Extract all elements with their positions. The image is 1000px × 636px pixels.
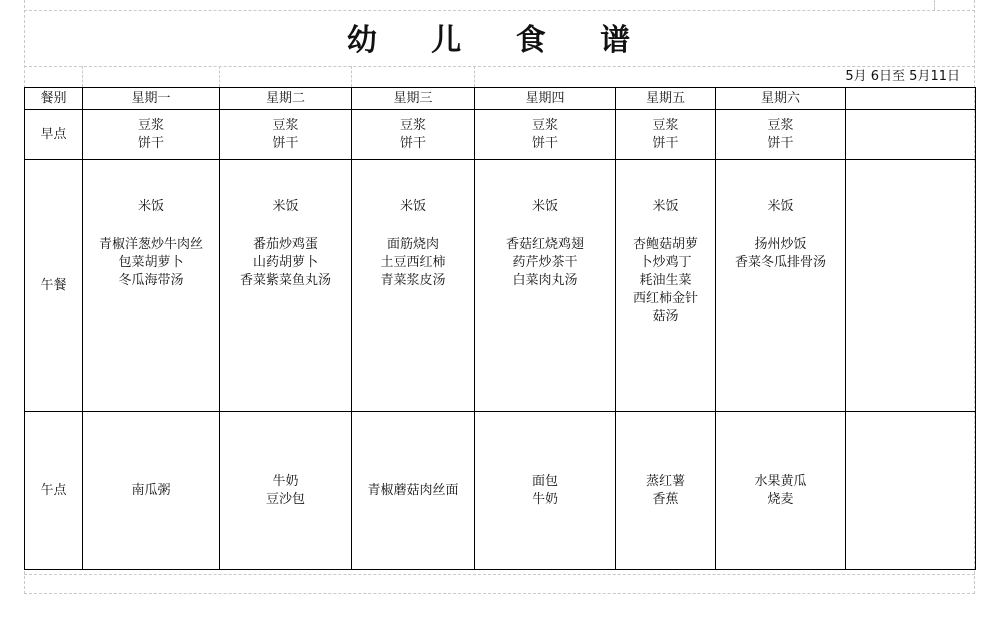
menu-item: 冬瓜海带汤 bbox=[118, 273, 184, 288]
snack-cell bbox=[352, 412, 475, 570]
menu-item: 香菜紫菜鱼丸汤 bbox=[239, 273, 331, 288]
snack-cell bbox=[716, 412, 846, 570]
menu-item: 豆浆 bbox=[531, 117, 558, 133]
menu-item: 青椒蘑菇肉丝面 bbox=[367, 482, 459, 498]
menu-item-staple: 米饭 bbox=[399, 199, 426, 214]
menu-item: 西红柿金针 bbox=[632, 291, 698, 306]
sheet-gridline bbox=[24, 574, 975, 575]
menu-item: 水果黄瓜 bbox=[754, 473, 807, 489]
header-row bbox=[25, 88, 976, 110]
lunch-cell bbox=[352, 160, 475, 412]
breakfast-row bbox=[25, 110, 976, 160]
menu-item: 饼干 bbox=[767, 135, 794, 151]
menu-item: 豆浆 bbox=[399, 117, 426, 133]
menu-item-staple: 米饭 bbox=[272, 199, 299, 214]
breakfast-cell bbox=[83, 110, 220, 160]
row-label-lunch: 午餐 bbox=[25, 160, 83, 412]
menu-item-staple: 米饭 bbox=[531, 199, 558, 214]
lunch-cell bbox=[616, 160, 716, 412]
breakfast-cell bbox=[220, 110, 352, 160]
header-cell-monday: 星期一 bbox=[83, 88, 220, 110]
menu-item: 牛奶 bbox=[272, 473, 299, 489]
sheet-gridline bbox=[24, 66, 975, 67]
menu-item: 番茄炒鸡蛋 bbox=[252, 237, 318, 252]
menu-item: 南瓜粥 bbox=[131, 482, 171, 498]
header-cell-friday: 星期五 bbox=[616, 88, 716, 110]
menu-item-staple: 米饭 bbox=[652, 199, 679, 214]
breakfast-cell bbox=[616, 110, 716, 160]
header-cell-saturday: 星期六 bbox=[716, 88, 846, 110]
header-cell-thursday: 星期四 bbox=[475, 88, 616, 110]
menu-table bbox=[24, 87, 976, 570]
menu-item: 蒸红薯 bbox=[645, 473, 685, 489]
menu-item: 杏鲍菇胡萝 bbox=[632, 237, 698, 252]
menu-item: 药芹炒茶干 bbox=[512, 255, 578, 270]
menu-item: 豆浆 bbox=[137, 117, 164, 133]
lunch-row bbox=[25, 160, 976, 412]
page-title: 幼 儿 食 谱 bbox=[346, 23, 653, 58]
menu-item: 香菜冬瓜排骨汤 bbox=[734, 255, 826, 270]
snack-cell bbox=[220, 412, 352, 570]
sheet-gridline bbox=[82, 66, 83, 87]
menu-item: 豆浆 bbox=[272, 117, 299, 133]
menu-item: 包菜胡萝卜 bbox=[118, 255, 184, 270]
menu-item: 耗油生菜 bbox=[639, 273, 692, 288]
menu-item: 豆沙包 bbox=[265, 491, 305, 507]
menu-item: 饼干 bbox=[137, 135, 164, 151]
menu-item: 烧麦 bbox=[767, 491, 794, 507]
empty-cell bbox=[846, 412, 976, 570]
menu-item: 饼干 bbox=[652, 135, 679, 151]
sheet-gridline bbox=[219, 66, 220, 87]
menu-item: 饼干 bbox=[399, 135, 426, 151]
menu-item: 扬州炒饭 bbox=[754, 237, 807, 252]
date-range: 5月 6日至 5月11日 bbox=[845, 69, 960, 84]
menu-item: 面筋烧肉 bbox=[386, 237, 439, 252]
header-cell-empty bbox=[846, 88, 976, 110]
menu-item-staple: 米饭 bbox=[767, 199, 794, 214]
menu-item: 香菇红烧鸡翅 bbox=[505, 237, 584, 252]
row-label-snack: 午点 bbox=[25, 412, 83, 570]
menu-item: 豆浆 bbox=[652, 117, 679, 133]
sheet-gridline bbox=[474, 66, 475, 87]
header-cell-tuesday: 星期二 bbox=[220, 88, 352, 110]
row-label-breakfast: 早点 bbox=[25, 110, 83, 160]
menu-item: 山药胡萝卜 bbox=[252, 255, 318, 270]
lunch-cell bbox=[716, 160, 846, 412]
menu-item: 卜炒鸡丁 bbox=[639, 255, 692, 270]
menu-item: 面包 bbox=[531, 473, 558, 489]
menu-item: 香蕉 bbox=[652, 491, 679, 507]
menu-item: 饼干 bbox=[531, 135, 558, 151]
breakfast-cell bbox=[352, 110, 475, 160]
menu-item: 牛奶 bbox=[531, 491, 558, 507]
sheet-gridline bbox=[24, 10, 975, 11]
menu-item: 豆浆 bbox=[767, 117, 794, 133]
snack-cell bbox=[83, 412, 220, 570]
menu-item: 青菜浆皮汤 bbox=[380, 273, 446, 288]
sheet-gridline bbox=[934, 0, 935, 10]
lunch-cell bbox=[83, 160, 220, 412]
snack-cell bbox=[475, 412, 616, 570]
sheet-gridline bbox=[24, 593, 975, 594]
snack-cell bbox=[616, 412, 716, 570]
breakfast-cell bbox=[475, 110, 616, 160]
menu-item: 菇汤 bbox=[652, 309, 679, 324]
menu-item: 白菜肉丸汤 bbox=[512, 273, 578, 288]
menu-item: 土豆西红柿 bbox=[380, 255, 446, 270]
lunch-cell bbox=[475, 160, 616, 412]
lunch-cell bbox=[220, 160, 352, 412]
empty-cell bbox=[846, 110, 976, 160]
menu-item: 青椒洋葱炒牛肉丝 bbox=[98, 237, 203, 252]
snack-row bbox=[25, 412, 976, 570]
sheet-gridline bbox=[351, 66, 352, 87]
menu-item: 饼干 bbox=[272, 135, 299, 151]
breakfast-cell bbox=[716, 110, 846, 160]
header-cell-wednesday: 星期三 bbox=[352, 88, 475, 110]
header-cell-meal: 餐别 bbox=[25, 88, 83, 110]
menu-item-staple: 米饭 bbox=[137, 199, 164, 214]
empty-cell bbox=[846, 160, 976, 412]
